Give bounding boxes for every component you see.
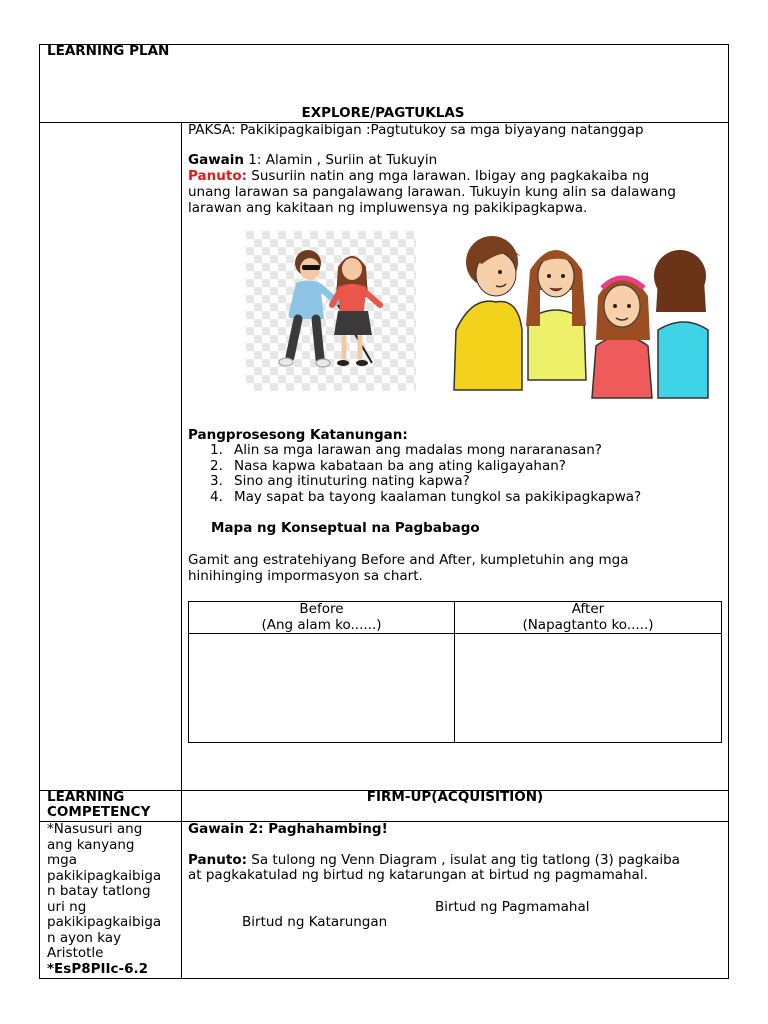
question-text: Nasa kapwa kabataan ba ang ating kaligayahan? [234,457,566,474]
competency-line: pakikipagkaibiga [47,914,162,930]
competency-text [47,822,161,977]
panuto-line-2: unang larawan sa pangalawang larawan. Tukuyin kung alin sa dalawang [188,184,676,200]
question-text: May sapat ba tayong kaalaman tungkol sa pakikipagkapwa? [234,488,642,505]
gamit-line-1: Gamit ang estratehiyang Before and After, kumpletuhin ang mga [188,552,629,568]
explore-title: EXPLORE/PAGTUKLAS [301,105,465,121]
competency-code: *EsP8PIIc-6.2 [47,960,149,977]
question-text: Alin sa mga larawan ang madalas mong nararanasan? [234,442,602,458]
gawain-text: 1: Alamin , Suriin at Tukuyin [244,152,438,168]
list-item [188,474,641,490]
competency-line: Aristotle [47,945,104,961]
venn-label-pagmamahal: Birtud ng Pagmamahal [435,899,590,915]
before-answer-cell[interactable] [189,634,455,743]
column-divider [181,122,182,979]
venn-label-katarungan: Birtud ng Katarungan [242,914,388,930]
question-number: 2. [210,457,223,474]
image-helping-blind-person [246,231,416,391]
competency-line: mga [47,852,77,868]
panuto-line-1 [188,169,649,185]
panuto-line-3: larawan ang kakitaan ng impluwensya ng pakikipagkapwa. [188,200,588,216]
list-item [188,490,641,506]
after-header [455,602,722,634]
competency-line: *Nasusuri ang [47,821,143,837]
competency-title-line-1: LEARNING [47,789,125,805]
list-item [188,443,641,459]
image-group-of-friends [452,230,710,400]
competency-line: n ayon kay [47,929,122,946]
after-label: After [571,601,605,617]
list-item [188,459,641,475]
gawain-2-title: Gawain 2: Paghahambing! [188,821,388,837]
gamit-line-2: hinihinging impormasyon sa chart. [188,568,423,584]
competency-title-line-2: COMPETENCY [47,804,151,820]
firmup-panuto-text: Sa tulong ng Venn Diagram , isulat ang tig tatlong (3) pagkaiba [247,852,680,868]
question-number: 3. [210,473,223,489]
after-answer-cell[interactable] [455,634,722,743]
competency-line: pakikipagkaibiga [47,867,162,884]
before-label: Before [299,601,344,617]
mapa-title: Mapa ng Konseptual na Pagbabago [211,520,480,536]
questions-title: Pangprosesong Katanungan: [188,427,408,443]
firmup-title: FIRM-UP(ACQUISITION) [366,789,544,805]
before-sub: (Ang alam ko......) [261,616,382,633]
gawain-1-line [188,153,437,169]
firmup-panuto-label: Panuto: [188,852,247,868]
question-text: Sino ang itinuturing nating kapwa? [234,473,470,489]
paksa-line: PAKSA: Pakikipagkaibigan :Pagtutukoy sa mga biyayang natanggap [188,122,644,138]
learning-plan-heading: LEARNING PLAN [47,43,170,59]
after-sub: (Napagtanto ko.....) [522,616,654,633]
before-after-chart [188,601,722,743]
competency-line: n batay tatlong [47,883,151,899]
before-header [189,602,455,634]
firmup-panuto-line-2: at pagkakatulad ng birtud ng katarungan at birtud ng pagmamahal. [188,867,648,883]
questions-list [188,443,641,505]
competency-line: ang kanyang [47,836,135,853]
question-number: 4. [210,488,223,505]
panuto-text: Susuriin natin ang mga larawan. Ibigay ang pagkakaiba ng [247,168,650,184]
gawain-label: Gawain [188,152,245,168]
question-number: 1. [210,442,223,458]
panuto-label: Panuto: [188,168,247,184]
competency-line: uri ng [47,898,87,915]
